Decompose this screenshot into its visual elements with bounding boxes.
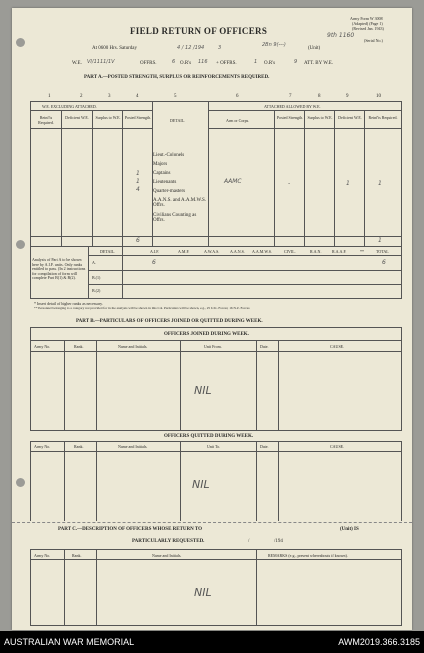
analysis-row: A. bbox=[92, 260, 96, 265]
rule bbox=[256, 340, 257, 430]
form-number: Army Form W 3008 bbox=[350, 16, 383, 21]
rank-label: Captains bbox=[153, 171, 171, 176]
col-number: 3 bbox=[108, 94, 111, 99]
we-handwritten: VI/1111/1V bbox=[87, 59, 115, 65]
col-header: Deficient W.E. bbox=[338, 115, 362, 120]
analysis-row: B.(2) bbox=[92, 288, 101, 293]
rule bbox=[30, 246, 31, 298]
joined-col: Army No. bbox=[34, 344, 51, 349]
part-c-title-2: PARTICULARLY REQUESTED. bbox=[132, 539, 205, 544]
quitted-col: CAUSE. bbox=[330, 444, 345, 449]
rule bbox=[401, 246, 402, 298]
part-c-unit-is: (Unit) IS bbox=[340, 527, 359, 532]
rule bbox=[278, 340, 279, 430]
analysis-col: ** bbox=[360, 249, 364, 254]
analysis-detail: DETAIL. bbox=[100, 249, 116, 254]
plus-offrs-handwritten: 1 bbox=[254, 59, 258, 65]
ors-handwritten: 116 bbox=[198, 59, 208, 65]
footer-bar bbox=[0, 631, 424, 653]
posted-handwritten: 1 bbox=[136, 170, 140, 177]
rule bbox=[401, 327, 402, 430]
we-excl-header: W.E. EXCLUDING ATTACHED. bbox=[42, 104, 97, 109]
analysis-col: CIVIL. bbox=[284, 249, 296, 254]
col-number: 8 bbox=[318, 94, 321, 99]
col-number: 1 bbox=[48, 94, 51, 99]
col-header: Surplus to W.E. bbox=[307, 115, 333, 120]
right-handwritten: 1 bbox=[378, 180, 382, 187]
joined-col: Date. bbox=[260, 344, 269, 349]
rule bbox=[96, 340, 97, 430]
rule bbox=[208, 101, 209, 246]
part-c-year: /194 bbox=[274, 539, 283, 544]
rule bbox=[88, 246, 89, 298]
col-header: Reinf'ts Required. bbox=[38, 115, 54, 125]
part-b-title: PART B.—PARTICULARS OF OFFICERS JOINED OR QUITTED DURING WEEK. bbox=[76, 319, 263, 324]
att-label: ATT. BY W.E. bbox=[304, 61, 334, 66]
ors-label: O.R's bbox=[180, 61, 192, 66]
part-c-col: Rank. bbox=[72, 553, 82, 558]
form-adapted: (Adapted) (Page 1) bbox=[352, 21, 383, 26]
quitted-col: Army No. bbox=[34, 444, 51, 449]
col-number: 6 bbox=[236, 94, 239, 99]
rule bbox=[30, 340, 402, 341]
right-handwritten: 1 bbox=[346, 180, 350, 187]
punch-hole bbox=[16, 478, 25, 487]
plus-ors-label: O.R's bbox=[264, 61, 276, 66]
total-right-handwritten: 1 bbox=[378, 237, 382, 244]
quitted-col: Rank. bbox=[74, 444, 84, 449]
total-left-handwritten: 6 bbox=[136, 237, 140, 244]
attached-header: ATTACHED ALLOWED BY W.E. bbox=[264, 104, 321, 109]
detail-header: DETAIL. bbox=[170, 118, 186, 123]
at-line: At 0600 Hrs. Saturday bbox=[92, 46, 137, 51]
rule bbox=[334, 110, 335, 246]
col-number: 2 bbox=[80, 94, 83, 99]
rule bbox=[30, 625, 402, 626]
plus-offrs-label: + OFFRS. bbox=[216, 61, 237, 66]
analysis-col: A.A.M.W.S. bbox=[252, 249, 272, 254]
offrs-handwritten: 6 bbox=[172, 59, 176, 65]
part-a-title: PART A.—POSTED STRENGTH, SURPLUS OR REINFORCEMENTS REQUIRED. bbox=[84, 75, 270, 80]
rule bbox=[256, 441, 257, 521]
rule bbox=[64, 441, 65, 521]
joined-handwritten: NIL bbox=[194, 384, 212, 397]
rank-label: Civilians Counting as Offrs. bbox=[153, 213, 197, 223]
col-header: Reinf'ts Required. bbox=[368, 115, 398, 120]
plus-ors-handwritten: 9 bbox=[294, 59, 298, 65]
rank-label: Majors bbox=[153, 162, 168, 167]
rule bbox=[364, 110, 365, 246]
footnote: * Insert detail of higher ranks as necessary. bbox=[34, 301, 103, 306]
col-header: Deficient W.E. bbox=[65, 115, 89, 120]
rule bbox=[30, 327, 402, 328]
rule bbox=[401, 101, 402, 246]
rule bbox=[88, 270, 401, 271]
unit-handwritten: 2Bn 9(---) bbox=[262, 42, 286, 48]
joined-title: OFFICERS JOINED DURING WEEK. bbox=[164, 332, 249, 337]
analysis-col: TOTAL bbox=[376, 249, 389, 254]
joined-col: CAUSE. bbox=[330, 344, 345, 349]
date-handwritten: 4 / 12 /194 bbox=[177, 45, 205, 51]
rule bbox=[30, 451, 402, 452]
posted-handwritten: 4 bbox=[136, 186, 140, 193]
rule bbox=[92, 110, 93, 246]
part-c-col: Name and Initials. bbox=[152, 553, 182, 558]
col-header: Posted Strength. bbox=[276, 115, 304, 120]
serial-handwritten: 9th 1160 bbox=[327, 32, 355, 39]
rule bbox=[96, 549, 97, 625]
part-c-col: REMARKS (e.g., present whereabouts if known). bbox=[268, 553, 348, 558]
joined-col: Rank. bbox=[74, 344, 84, 349]
offrs-label: OFFRS. bbox=[140, 61, 157, 66]
rule bbox=[122, 246, 123, 298]
analysis-col: R.A.N. bbox=[310, 249, 322, 254]
footer-accession: AWM2019.366.3185 bbox=[338, 637, 420, 647]
rule bbox=[30, 549, 31, 625]
col-header: Posted Strength. bbox=[124, 115, 152, 120]
analysis-col: R.A.A.F. bbox=[332, 249, 347, 254]
rule bbox=[64, 340, 65, 430]
rule bbox=[30, 441, 402, 442]
rule bbox=[30, 441, 31, 521]
rule bbox=[30, 430, 402, 431]
arm-handwritten: AAMC bbox=[224, 178, 242, 185]
col-number: 7 bbox=[289, 94, 292, 99]
arm-header: Arm or Corps. bbox=[226, 118, 250, 123]
analysis-note: Analysis of Part A to be shown here by A.I.F. units. Only ranks entitled to pass. (In 2 instructions for compilation of form will complete Part B(1) & B(2). bbox=[32, 257, 86, 280]
part-c-title: PART C.—DESCRIPTION OF OFFICERS WHOSE RETURN TO bbox=[58, 527, 203, 532]
rank-label: Lieutenants bbox=[153, 180, 177, 185]
part-c-date: / bbox=[248, 539, 250, 544]
total-handwritten: 6 bbox=[382, 259, 386, 266]
form-revised: (Revised Jan. 1943) bbox=[352, 26, 384, 31]
footnote: ** Personnel belonging to a category not provided for in the analysis will be shown in this Col. Particulars will be shown, e.g., 25 U.K. Forces; 16 N.Z. Forces bbox=[34, 306, 250, 310]
unit-label: (Unit) bbox=[308, 46, 321, 51]
rule bbox=[278, 441, 279, 521]
quitted-handwritten: NIL bbox=[192, 478, 210, 491]
rule bbox=[180, 340, 181, 430]
part-c-handwritten: NIL bbox=[194, 586, 212, 599]
right-handwritten: - bbox=[288, 180, 291, 187]
rank-label: A.A.N.S. and A.A.M.W.S. Offrs. bbox=[153, 198, 207, 208]
analysis-col: A.A.N.S. bbox=[230, 249, 245, 254]
rule bbox=[180, 441, 181, 521]
quitted-col: Date. bbox=[260, 444, 269, 449]
serial-label: (Serial No.) bbox=[364, 38, 383, 43]
perforation bbox=[12, 522, 412, 523]
rule bbox=[88, 255, 401, 256]
analysis-col: A.M.F. bbox=[178, 249, 190, 254]
rule bbox=[30, 327, 31, 430]
rule bbox=[30, 101, 31, 246]
punch-hole bbox=[16, 240, 25, 249]
quitted-title: OFFICERS QUITTED DURING WEEK. bbox=[164, 434, 254, 439]
rank-label: Lieut.-Colonels bbox=[153, 153, 185, 158]
rule bbox=[88, 284, 401, 285]
rule bbox=[401, 441, 402, 521]
col-number: 9 bbox=[346, 94, 349, 99]
col-number: 4 bbox=[136, 94, 139, 99]
rule bbox=[30, 246, 402, 247]
rule bbox=[30, 101, 402, 102]
quitted-col: Unit To. bbox=[207, 444, 221, 449]
rule bbox=[401, 549, 402, 625]
form-sheet bbox=[12, 8, 412, 630]
rule bbox=[304, 110, 305, 246]
page-title: FIELD RETURN OF OFFICERS bbox=[130, 26, 268, 36]
we-label: W.E. bbox=[72, 61, 82, 66]
joined-col: Unit From. bbox=[204, 344, 222, 349]
col-number: 5 bbox=[174, 94, 177, 99]
analysis-row: B.(1) bbox=[92, 275, 101, 280]
punch-hole bbox=[16, 38, 25, 47]
rule bbox=[96, 441, 97, 521]
rule bbox=[30, 236, 402, 237]
rule bbox=[30, 351, 402, 352]
rule bbox=[30, 549, 402, 550]
rule bbox=[274, 110, 275, 246]
rule bbox=[122, 110, 123, 246]
quitted-col: Name and Initials. bbox=[118, 444, 148, 449]
rank-label: Quarter-masters bbox=[153, 189, 186, 194]
posted-handwritten: 1 bbox=[136, 178, 140, 185]
part-c-col: Army No. bbox=[34, 553, 51, 558]
analysis-col: A.W.A.S. bbox=[204, 249, 220, 254]
rule bbox=[30, 110, 152, 111]
rule bbox=[61, 110, 62, 246]
rule bbox=[64, 549, 65, 625]
analysis-col: A.I.F. bbox=[150, 249, 160, 254]
rule bbox=[256, 549, 257, 625]
joined-col: Name and Initials. bbox=[118, 344, 148, 349]
col-number: 10 bbox=[376, 94, 381, 99]
year-handwritten: 3 bbox=[218, 45, 222, 51]
aif-handwritten: 6 bbox=[152, 259, 156, 266]
rule bbox=[30, 559, 402, 560]
col-header: Surplus to W.E. bbox=[95, 115, 121, 120]
footer-credit: AUSTRALIAN WAR MEMORIAL bbox=[4, 637, 135, 647]
rule bbox=[30, 128, 152, 129]
rule bbox=[30, 298, 402, 299]
